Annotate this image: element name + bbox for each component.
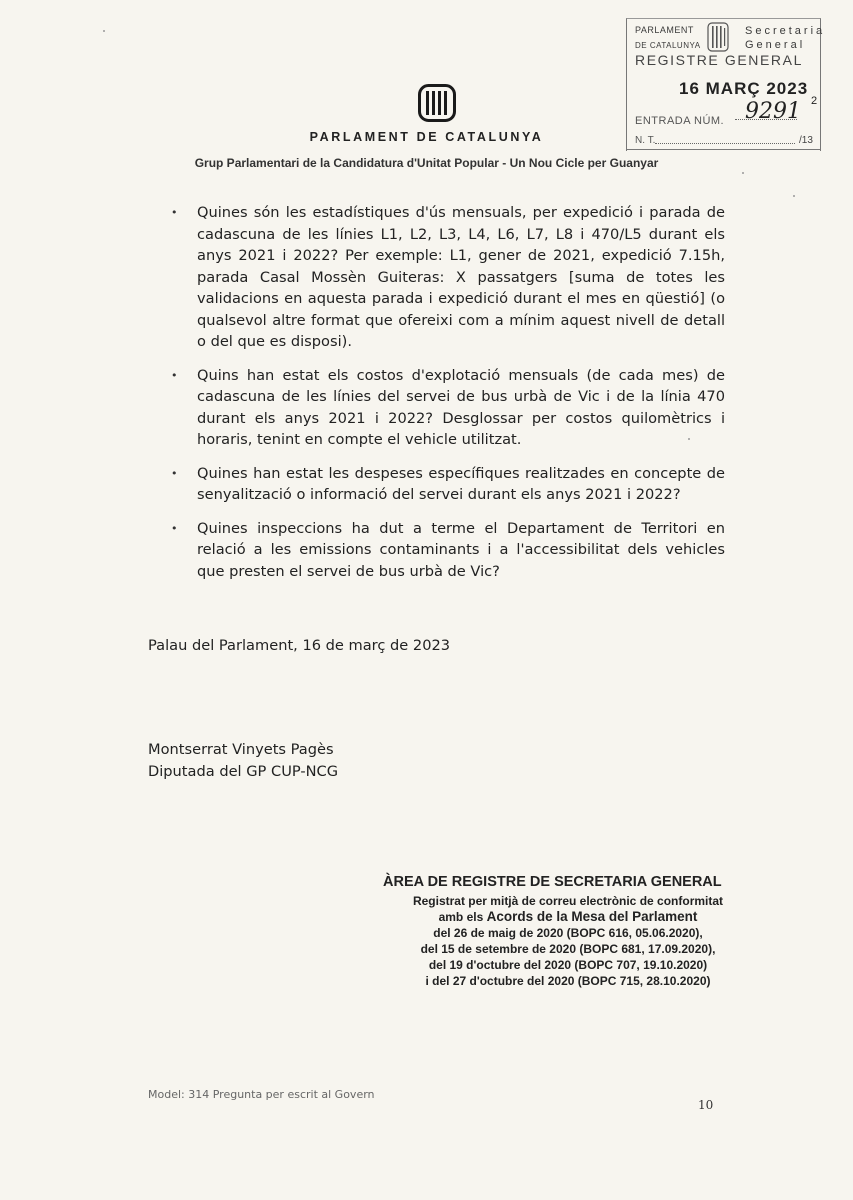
page-number: 10 xyxy=(698,1098,714,1112)
question-item xyxy=(171,365,725,451)
question-item xyxy=(171,202,725,353)
bullet-icon: • xyxy=(171,521,178,535)
institution-title: PARLAMENT DE CATALUNYA xyxy=(309,130,544,144)
registry-line-prefix: amb els xyxy=(438,910,487,924)
scan-speck xyxy=(742,172,744,174)
stamp-entrada-number: 9291 xyxy=(745,99,801,124)
stamp-nt-suffix: /13 xyxy=(799,135,813,146)
question-list xyxy=(171,202,725,594)
registry-line: del 15 de setembre de 2020 (BOPC 681, 17.09.2020), xyxy=(420,942,716,956)
registry-title: ÀREA DE REGISTRE DE SECRETARIA GENERAL xyxy=(383,874,722,890)
parliament-emblem-icon xyxy=(418,84,456,122)
place-and-date: Palau del Parlament, 16 de març de 2023 xyxy=(148,637,451,654)
registry-line: del 26 de maig de 2020 (BOPC 616, 05.06.2020), xyxy=(433,926,703,940)
stamp-line1: PARLAMENT xyxy=(635,25,694,35)
scan-speck xyxy=(103,30,105,32)
question-item xyxy=(171,518,725,583)
stamp-bottom-rule xyxy=(626,149,820,150)
stamp-line2: DE CATALUNYA xyxy=(635,41,701,50)
stamp-entrada-label: ENTRADA NÚM. xyxy=(635,115,725,127)
question-text: Quines han estat les despeses específiques realitzades en concepte de senyalització o informació del servei durant els anys 2021 i 2022? xyxy=(197,464,725,503)
stamp-registre-general: REGISTRE GENERAL xyxy=(635,52,803,68)
bullet-icon: • xyxy=(171,206,178,219)
stamp-nt-label: N. T. xyxy=(635,135,656,146)
registry-line: i del 27 d'octubre del 2020 (BOPC 715, 28.10.2020) xyxy=(425,974,711,988)
question-item xyxy=(171,463,725,506)
stamp-date: 16 MARÇ 2023 xyxy=(679,79,809,98)
registry-line: del 19 d'octubre del 2020 (BOPC 707, 19.10.2020) xyxy=(428,958,708,972)
signatory-role: Diputada del GP CUP-NCG xyxy=(148,763,339,780)
registry-line-emphasis: Acords de la Mesa del Parlament xyxy=(486,909,698,924)
question-text: Quines inspeccions ha dut a terme el Departament de Territori en relació a les emissions contaminants i a l'accessibilitat dels vehicles que presten el servei de bus urbà de Vic? xyxy=(197,519,725,580)
stamp-entrada-suffix: 2 xyxy=(811,95,818,107)
bullet-icon: • xyxy=(171,368,178,382)
scan-speck xyxy=(688,438,690,440)
scan-speck xyxy=(793,195,795,197)
model-footer: Model: 314 Pregunta per escrit al Govern xyxy=(148,1088,375,1101)
question-text: Quins han estat els costos d'explotació mensuals (de cada mes) de cadascuna de les línies del servei de bus urbà de Vic i de la línia 470 durant els anys 2021 i 2022? Desglossar per costos quilomètrics i horaris, tenint en compte el vehicle utilitzat. xyxy=(197,366,725,448)
registry-line xyxy=(383,909,753,925)
stamp-emblem-icon xyxy=(707,22,729,52)
parliamentary-group-title: Grup Parlamentari de la Candidatura d'Unitat Popular - Un Nou Cicle per Guanyar xyxy=(194,156,659,170)
question-text: Quines són les estadístiques d'ús mensuals, per expedició i parada de cadascuna de les línies L1, L2, L3, L4, L6, L7, L8 i 470/L5 durant els anys 2021 i 2022? Per exemple: L1, gener de 2021, expedició 7.15h, parada Casal Mossèn Guiteras: X passatgers [suma de totes les validacions en aquesta parada i expedició durant el mes en qüestió] (o qualsevol altre format que ofereixi com a mínim aquest nivell de detall o del que es disposi). xyxy=(197,204,725,350)
signatory-name: Montserrat Vinyets Pagès xyxy=(148,741,334,758)
registry-notice xyxy=(383,874,753,989)
registry-line: Registrat per mitjà de correu electrònic de conformitat xyxy=(412,894,724,908)
bullet-icon: • xyxy=(171,466,178,480)
stamp-line2b: General xyxy=(745,39,806,51)
stamp-line1b: Secretaria xyxy=(745,25,826,37)
